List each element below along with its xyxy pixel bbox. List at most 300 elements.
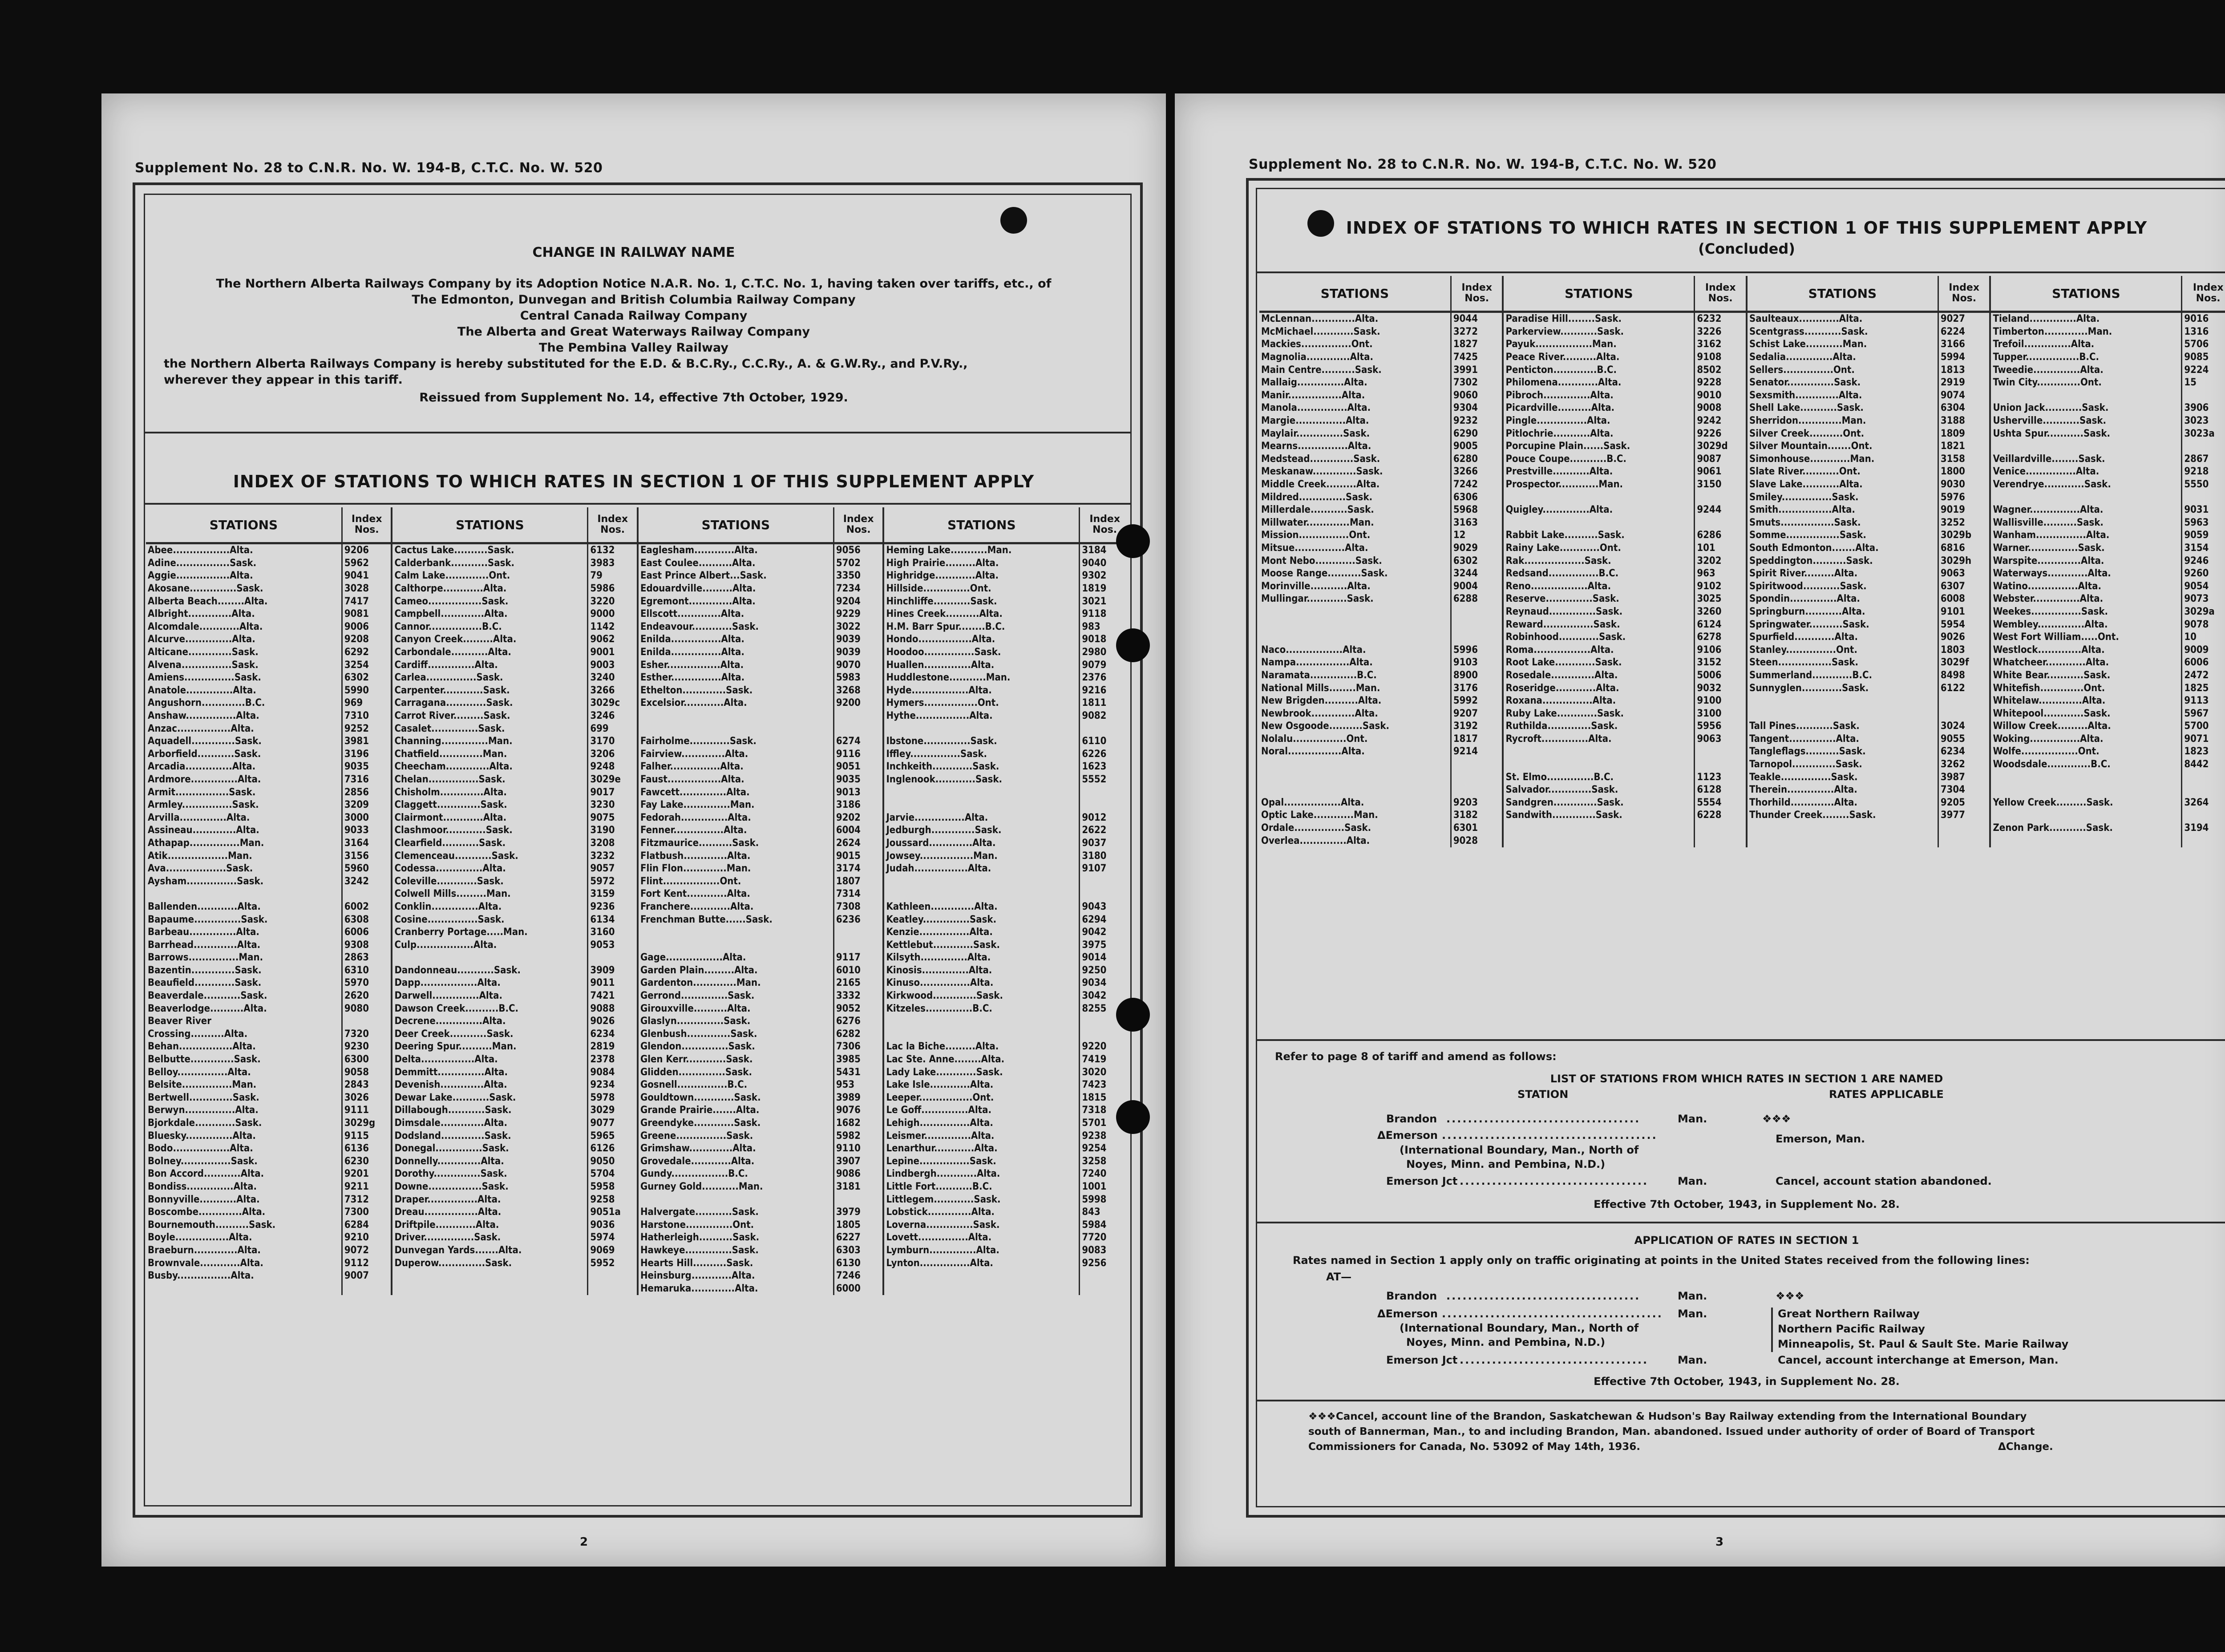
station-name: Hyde.................Alta. — [883, 684, 1079, 697]
station-name: Canyon Creek.........Alta. — [392, 633, 587, 646]
index-number: 9242 — [1695, 415, 1747, 428]
index-number: 9006 — [342, 621, 392, 634]
table-row — [1259, 758, 2225, 771]
index-number: 9204 — [833, 595, 883, 608]
index-number: 9073 — [2182, 593, 2225, 606]
station-name: Sherridon.............Man. — [1747, 415, 1938, 428]
station-name: Carbondale...........Alta. — [392, 646, 587, 659]
station-name: Channing..............Man. — [392, 735, 587, 748]
index-number: 5994 — [1938, 351, 1990, 364]
station-name — [638, 926, 833, 939]
index-number: 6307 — [1938, 580, 1990, 593]
index-number: 9082 — [1080, 710, 1129, 723]
station-name: Deer Creek...........Sask. — [392, 1028, 587, 1041]
index-number: 3260 — [1695, 606, 1747, 619]
index-number: 5006 — [1695, 669, 1747, 682]
table-row — [1259, 593, 2225, 606]
station-name: Alcurve..............Alta. — [148, 634, 255, 645]
station-name: Driftpile............Alta. — [392, 1219, 587, 1231]
table-row — [1259, 351, 2225, 364]
index-number: 9236 — [588, 901, 638, 914]
index-number: 6306 — [1451, 491, 1503, 504]
index-number: 3029f — [1938, 656, 1990, 669]
index-number: 9200 — [833, 697, 883, 710]
station-name: Fitzmaurice..........Sask. — [638, 837, 833, 850]
station-name: Decrene..............Alta. — [392, 1015, 587, 1028]
station-name — [392, 1282, 587, 1295]
station-name: Kenzie...............Alta. — [883, 926, 1079, 939]
index-number: 6130 — [833, 1257, 883, 1270]
station-name: Little Fort...........B.C. — [883, 1181, 1079, 1194]
index-number: 6302 — [1451, 555, 1503, 567]
index-number — [1695, 745, 1747, 758]
station-name: Cosine...............Sask. — [392, 913, 587, 926]
index-number: 9210 — [342, 1231, 392, 1244]
index-number: 3186 — [833, 799, 883, 812]
index-number: 3194 — [2182, 822, 2225, 835]
index-number — [342, 888, 392, 901]
station-name: Bapaume..............Sask. — [148, 914, 268, 925]
index-number: 9012 — [1080, 811, 1129, 824]
station-name: Ibstone..............Sask. — [883, 735, 1079, 748]
table-row — [1259, 695, 2225, 708]
index-number: 9019 — [1938, 504, 1990, 517]
index-number: 6816 — [1938, 542, 1990, 555]
index-number: 3230 — [588, 799, 638, 812]
table-row — [1259, 707, 2225, 720]
index-number: 1805 — [833, 1219, 883, 1231]
index-number: 6234 — [1938, 745, 1990, 758]
table-row — [146, 1219, 1129, 1231]
index-number: 3152 — [1695, 656, 1747, 669]
index-number: 9013 — [833, 786, 883, 799]
index-number: 9051 — [833, 761, 883, 773]
index-number: 3906 — [2182, 402, 2225, 415]
refer-station-emerson: ΔEmerson — [1377, 1129, 1438, 1142]
station-name: Ava..................Sask. — [148, 863, 253, 875]
index-number — [1938, 822, 1990, 835]
station-name: Atik..................Man. — [148, 850, 252, 862]
table-row — [146, 1244, 1129, 1257]
index-number: 9055 — [1938, 733, 1990, 746]
station-name: Armley...............Sask. — [148, 799, 259, 811]
station-name: McLennan.............Alta. — [1261, 313, 1379, 325]
station-name — [883, 1028, 1079, 1041]
station-name: Glidden..............Sask. — [638, 1066, 833, 1079]
notice-reissue: Reissued from Supplement No. 14, effective 7th October, 1929. — [419, 391, 848, 405]
index-number: 9032 — [1695, 682, 1747, 695]
station-name: Fort Kent............Alta. — [638, 888, 833, 901]
index-number: 6234 — [588, 1028, 638, 1041]
station-name: Whatcheer............Alta. — [1990, 656, 2181, 669]
table-row — [146, 672, 1129, 684]
station-name — [883, 786, 1079, 799]
index-number — [1451, 606, 1503, 619]
index-number: 3000 — [342, 811, 392, 824]
index-number: 9014 — [1080, 952, 1129, 964]
right-page-header: Supplement No. 28 to C.N.R. No. W. 194-B, C.T.C. No. W. 520 — [1249, 157, 1717, 172]
station-name: East Prince Albert...Sask. — [638, 570, 833, 583]
index-number: 9051a — [588, 1206, 638, 1219]
index-number: 9033 — [342, 824, 392, 837]
application-rate: Cancel, account interchange at Emerson, Man. — [1778, 1354, 2059, 1366]
index-number: 9084 — [588, 1066, 638, 1079]
index-number — [1451, 784, 1503, 797]
table-row — [146, 1257, 1129, 1270]
station-name: Codessa..............Alta. — [392, 862, 587, 875]
application-at: AT— — [1326, 1271, 1352, 1283]
index-number: 6290 — [1451, 427, 1503, 440]
station-name: Mildred..............Sask. — [1261, 491, 1373, 503]
station-name: Prestville...........Alta. — [1503, 466, 1694, 478]
index-number: 6304 — [1938, 402, 1990, 415]
table-row — [1259, 542, 2225, 555]
binding-hole — [1116, 524, 1150, 558]
index-number: 9086 — [833, 1168, 883, 1181]
index-number: 9053 — [588, 939, 638, 952]
index-number: 9060 — [1451, 389, 1503, 402]
application-rate: ❖❖❖ — [1776, 1290, 1804, 1302]
station-name: Glen Kerr............Sask. — [638, 1053, 833, 1066]
station-name: Slave Lake...........Alta. — [1747, 478, 1938, 491]
station-name: Smith................Alta. — [1747, 504, 1938, 517]
station-name: Woking...............Alta. — [1990, 733, 2181, 746]
table-row — [146, 1231, 1129, 1244]
index-number — [1080, 799, 1129, 812]
index-title: INDEX OF STATIONS TO WHICH RATES IN SECTION 1 OF THIS SUPPLEMENT APPLY — [233, 472, 1035, 491]
station-name: Frenchman Butte......Sask. — [638, 913, 833, 926]
index-number: 2919 — [1938, 377, 1990, 389]
station-name: Smiley...............Sask. — [1747, 491, 1938, 504]
index-number — [1695, 834, 1747, 847]
station-name: Armit................Sask. — [148, 786, 256, 798]
station-name: Barbeau..............Alta. — [148, 927, 259, 938]
index-number: 5968 — [1451, 504, 1503, 517]
table-row — [146, 583, 1129, 595]
station-name: Nampa................Alta. — [1261, 657, 1373, 668]
station-name: New Brigden..........Alta. — [1261, 695, 1382, 707]
station-name: Mackies...............Ont. — [1261, 339, 1373, 350]
index-number: 3987 — [1938, 771, 1990, 784]
index-number: 3029h — [1938, 555, 1990, 567]
station-name: Akosane..............Sask. — [148, 583, 263, 595]
index-number: 969 — [342, 697, 392, 710]
table-row — [146, 748, 1129, 761]
stations-column-header: STATIONS — [1503, 276, 1694, 312]
refer-province: Man. — [1678, 1175, 1707, 1187]
station-name: Mission...............Ont. — [1261, 530, 1371, 541]
station-name: Belbutte.............Sask. — [148, 1054, 261, 1065]
index-number: 7300 — [342, 1206, 392, 1219]
index-number: 3154 — [2182, 542, 2225, 555]
index-nos-column-header: Index Nos. — [1080, 507, 1129, 543]
station-name: Lovett...............Alta. — [883, 1231, 1079, 1244]
index-number: 5554 — [1695, 797, 1747, 810]
table-row — [1259, 364, 2225, 377]
index-number — [342, 1282, 392, 1295]
table-row — [146, 811, 1129, 824]
index-number: 5704 — [588, 1168, 638, 1181]
station-name — [392, 952, 587, 964]
station-name: Boscombe.............Alta. — [148, 1207, 266, 1218]
station-name: Barrows...............Man. — [148, 952, 263, 964]
station-name: Quigley..............Alta. — [1503, 504, 1694, 517]
station-name: Clashmoor............Sask. — [392, 824, 587, 837]
station-name: Nolalu................Ont. — [1261, 733, 1368, 745]
index-number: 5952 — [588, 1257, 638, 1270]
index-number: 2472 — [2182, 669, 2225, 682]
index-number: 9028 — [1451, 834, 1503, 847]
table-row — [1259, 644, 2225, 656]
index-number: 9039 — [833, 633, 883, 646]
railway-line: Great Northern Railway — [1778, 1308, 1920, 1320]
index-number: 699 — [588, 722, 638, 735]
left-page — [101, 93, 1166, 1567]
index-number: 9101 — [1938, 606, 1990, 619]
right-page — [1175, 93, 2225, 1567]
station-name: Wagner...............Alta. — [1990, 504, 2181, 517]
station-name: Usherville...........Sask. — [1990, 415, 2181, 428]
application-detail: Noyes, Minn. and Pembina, N.D.) — [1406, 1336, 1606, 1348]
index-number: 7425 — [1451, 351, 1503, 364]
index-number: 6126 — [588, 1142, 638, 1155]
index-number: 9110 — [833, 1142, 883, 1155]
index-number: 9078 — [2182, 618, 2225, 631]
index-number: 2620 — [342, 990, 392, 1003]
index-number: 6292 — [342, 646, 392, 659]
station-name: Sandgren.............Sask. — [1503, 797, 1694, 810]
index-number: 9072 — [342, 1244, 392, 1257]
station-name: Flin Flon.............Man. — [638, 862, 833, 875]
station-name: Dapp.................Alta. — [392, 977, 587, 990]
station-name: Dodsland.............Sask. — [392, 1130, 587, 1142]
index-number: 9230 — [342, 1041, 392, 1053]
table-row — [146, 543, 1129, 557]
index-number: 5986 — [588, 583, 638, 595]
index-number: 9018 — [1080, 633, 1129, 646]
index-number — [2182, 389, 2225, 402]
index-number: 3252 — [1938, 517, 1990, 530]
divider — [1256, 1039, 2225, 1041]
stations-column-header: STATIONS — [392, 507, 587, 543]
index-number: 6286 — [1695, 529, 1747, 542]
index-number: 3907 — [833, 1155, 883, 1168]
index-number: 5960 — [342, 862, 392, 875]
stations-column-header: STATIONS — [883, 507, 1079, 543]
index-number: 3983 — [588, 557, 638, 570]
left-index-table — [146, 507, 1129, 1295]
refer-station-brandon: Brandon — [1386, 1113, 1437, 1125]
index-number: 6124 — [1695, 618, 1747, 631]
index-number: 9224 — [2182, 364, 2225, 377]
table-row — [146, 888, 1129, 901]
stations-column-header: STATIONS — [1259, 276, 1451, 312]
index-number — [1938, 707, 1990, 720]
station-name: Wolfe.................Ont. — [1990, 745, 2181, 758]
table-row — [1259, 427, 2225, 440]
station-name: Keatley..............Sask. — [883, 913, 1079, 926]
index-number: 1800 — [1938, 466, 1990, 478]
station-name: Faust................Alta. — [638, 773, 833, 786]
index-number: 3268 — [833, 684, 883, 697]
leader-dots: ........................................ — [1442, 1129, 1658, 1142]
station-name: Garden Plain.........Alta. — [638, 964, 833, 977]
index-number: 3021 — [1080, 595, 1129, 608]
index-number: 7310 — [342, 710, 392, 723]
index-number — [833, 710, 883, 723]
page-number: 2 — [580, 1535, 588, 1549]
rates-header: RATES APPLICABLE — [1829, 1088, 1944, 1101]
station-name: Senator..............Sask. — [1747, 377, 1938, 389]
index-number: 9116 — [833, 748, 883, 761]
station-name — [883, 1015, 1079, 1028]
station-name: Aysham...............Sask. — [148, 875, 264, 887]
table-row — [146, 837, 1129, 850]
index-number: 7308 — [833, 901, 883, 914]
index-number: 7417 — [342, 595, 392, 608]
index-number: 3170 — [588, 735, 638, 748]
index-number: 10 — [2182, 631, 2225, 644]
footnote-line: south of Bannerman, Man., to and including Brandon, Man. abandoned. Issued under authority of order of Board of Transport — [1308, 1426, 2035, 1437]
station-name: Hemaruka.............Alta. — [638, 1282, 833, 1295]
station-name: Sexsmith.............Alta. — [1747, 389, 1938, 402]
table-row — [1259, 656, 2225, 669]
index-number: 3156 — [342, 850, 392, 862]
station-name: Salvador.............Sask. — [1503, 784, 1694, 797]
station-name: Reserve..............Sask. — [1503, 593, 1694, 606]
station-name — [146, 888, 342, 901]
station-name: Eaglesham............Alta. — [638, 543, 833, 557]
station-name — [883, 875, 1079, 888]
index-number: 1001 — [1080, 1181, 1129, 1194]
station-name: Arcadia..............Alta. — [148, 761, 256, 773]
table-row — [146, 939, 1129, 952]
notice-line: The Alberta and Great Waterways Railway Company — [457, 325, 810, 339]
station-name: Huallen..............Alta. — [883, 659, 1079, 672]
right-index-table — [1259, 276, 2225, 847]
station-name: Reno.................Alta. — [1503, 580, 1694, 593]
table-row — [146, 621, 1129, 634]
index-number: 3029g — [342, 1117, 392, 1130]
index-number: 9118 — [1080, 608, 1129, 621]
footnote-line: ❖❖❖Cancel, account line of the Brandon, Saskatchewan & Hudson's Bay Railway extending from the International Boundary — [1308, 1411, 2027, 1422]
station-name: Wallisville..........Sask. — [1990, 517, 2181, 530]
index-number: 9015 — [833, 850, 883, 862]
index-number: 8498 — [1938, 669, 1990, 682]
index-number — [833, 939, 883, 952]
station-name: Parkerview...........Sask. — [1503, 326, 1694, 339]
station-name: Esther...............Alta. — [638, 672, 833, 684]
station-name: Payuk.................Man. — [1503, 338, 1694, 351]
station-name: Donegal..............Sask. — [392, 1142, 587, 1155]
station-name: Alvena...............Sask. — [148, 659, 259, 671]
station-name: Lenarthur............Alta. — [883, 1142, 1079, 1155]
index-number: 2376 — [1080, 672, 1129, 684]
index-number: 6230 — [342, 1155, 392, 1168]
station-name — [1990, 809, 2181, 822]
station-name: Barrhead.............Alta. — [148, 939, 261, 951]
station-name: Moose Range..........Sask. — [1261, 568, 1388, 579]
stations-column-header: STATIONS — [1990, 276, 2181, 312]
index-number: 3226 — [1695, 326, 1747, 339]
index-number: 1316 — [2182, 326, 2225, 339]
station-name: Brownvale............Alta. — [148, 1257, 263, 1269]
application-station-emerson-jct: Emerson Jct — [1386, 1354, 1458, 1366]
index-number: 3042 — [1080, 990, 1129, 1003]
index-number: 6310 — [342, 964, 392, 977]
index-number: 6002 — [342, 901, 392, 914]
station-name: Athapap...............Man. — [148, 837, 264, 849]
station-name: Weekes...............Sask. — [1990, 606, 2181, 619]
index-number: 6301 — [1451, 822, 1503, 835]
station-name: Pingle...............Alta. — [1503, 415, 1694, 428]
notice-line: The Pembina Valley Railway — [539, 341, 728, 355]
station-name: Mont Nebo............Sask. — [1261, 555, 1382, 567]
index-number: 7304 — [1938, 784, 1990, 797]
station-name: Clearfield...........Sask. — [392, 837, 587, 850]
index-number: 9031 — [2182, 504, 2225, 517]
station-name: Thorhild.............Alta. — [1747, 797, 1938, 810]
page-number: 3 — [1715, 1535, 1724, 1549]
index-number: 9100 — [1695, 695, 1747, 708]
refer-rate: ❖❖❖ — [1762, 1113, 1791, 1125]
table-row — [146, 1193, 1129, 1206]
table-row — [146, 1066, 1129, 1079]
station-name: St. Elmo..............B.C. — [1503, 771, 1694, 784]
index-number: 3029c — [588, 697, 638, 710]
application-station-brandon: Brandon — [1386, 1290, 1437, 1302]
notice-title: CHANGE IN RAILWAY NAME — [532, 245, 735, 260]
station-name: Whitefish.............Ont. — [1990, 682, 2181, 695]
index-number: 7302 — [1451, 377, 1503, 389]
table-row — [146, 901, 1129, 914]
index-number: 9260 — [2182, 567, 2225, 580]
refer-rate: Cancel, account station abandoned. — [1776, 1175, 1992, 1187]
table-row — [146, 977, 1129, 990]
leader-dots: .................................... — [1446, 1290, 1641, 1302]
station-name: Darwell..............Alta. — [392, 990, 587, 1003]
station-name: Manola...............Alta. — [1261, 402, 1371, 414]
table-row — [146, 875, 1129, 888]
notice-line: wherever they appear in this tariff. — [164, 373, 403, 387]
index-number: 9244 — [1695, 504, 1747, 517]
station-name: Dimsdale.............Alta. — [392, 1117, 587, 1130]
index-number — [1451, 618, 1503, 631]
table-row — [146, 913, 1129, 926]
station-name: Heinsburg............Alta. — [638, 1270, 833, 1283]
table-row — [1259, 312, 2225, 326]
index-number: 9001 — [588, 646, 638, 659]
table-row — [1259, 529, 2225, 542]
station-name: Beaverdale...........Sask. — [148, 990, 267, 1002]
station-name: Cactus Lake..........Sask. — [392, 543, 587, 557]
index-number: 7240 — [1080, 1168, 1129, 1181]
station-name: Somme................Sask. — [1747, 529, 1938, 542]
index-number: 5982 — [833, 1130, 883, 1142]
index-nos-column-header: Index Nos. — [833, 507, 883, 543]
index-number: 6128 — [1695, 784, 1747, 797]
index-number: 2863 — [342, 952, 392, 964]
index-number: 5956 — [1695, 720, 1747, 733]
table-row — [146, 1092, 1129, 1105]
index-number — [1451, 631, 1503, 644]
index-number: 12 — [1451, 529, 1503, 542]
index-number: 6008 — [1938, 593, 1990, 606]
station-name: Beaverlodge..........Alta. — [148, 1003, 267, 1014]
table-row — [146, 557, 1129, 570]
index-number: 9208 — [342, 633, 392, 646]
station-name — [1503, 517, 1694, 530]
